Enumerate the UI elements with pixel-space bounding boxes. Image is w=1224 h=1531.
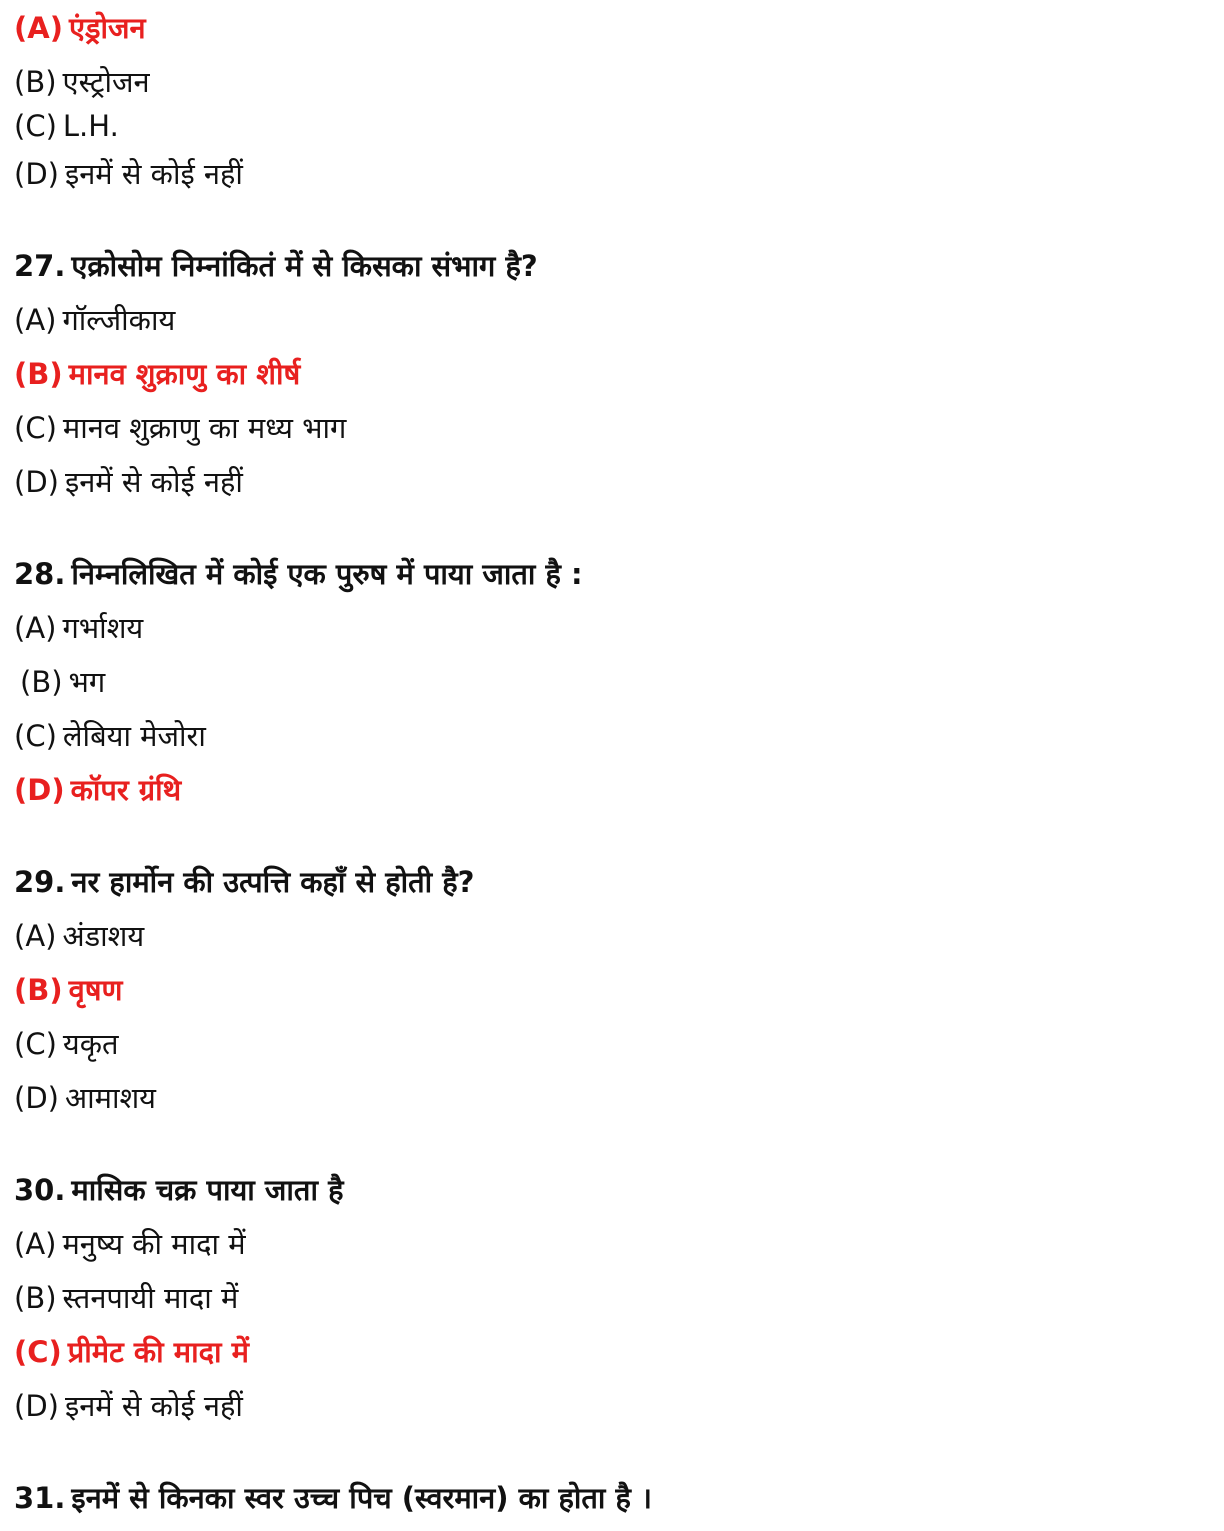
option-label: (C) xyxy=(14,109,57,143)
option-text: कॉपर ग्रंथि xyxy=(70,773,182,807)
option-28-b xyxy=(20,662,105,702)
option-text: मानव शुक्राणु का मध्य भाग xyxy=(62,411,347,445)
option-text: अंडाशय xyxy=(62,919,145,953)
option-label: (C) xyxy=(14,719,57,753)
option-label: (B) xyxy=(14,1281,57,1315)
option-26-b xyxy=(14,62,150,102)
option-label: (A) xyxy=(14,303,57,337)
question-29 xyxy=(14,862,474,902)
option-29-a xyxy=(14,916,144,956)
question-number: 30. xyxy=(14,1173,66,1207)
option-label: (D) xyxy=(14,1081,59,1115)
option-label: (C) xyxy=(14,1027,57,1061)
option-text: गॉल्जीकाय xyxy=(62,303,176,337)
option-text: मानव शुक्राणु का शीर्ष xyxy=(68,357,301,391)
question-text: नर हार्मोन की उत्पत्ति कहाँ से होती है? xyxy=(71,865,475,899)
question-number: 28. xyxy=(14,557,66,591)
option-text: स्तनपायी मादा में xyxy=(62,1281,239,1315)
option-text: यकृत xyxy=(62,1027,119,1061)
option-26-d xyxy=(14,154,243,194)
option-27-c xyxy=(14,408,346,448)
question-number: 31. xyxy=(14,1481,66,1515)
option-text: L.H. xyxy=(62,109,119,143)
option-30-d xyxy=(14,1386,243,1426)
option-label: (D) xyxy=(14,465,59,499)
option-text: एस्ट्रोजन xyxy=(62,65,150,99)
option-28-a xyxy=(14,608,143,648)
question-number: 29. xyxy=(14,865,66,899)
question-27 xyxy=(14,246,538,286)
option-text: इनमें से कोई नहीं xyxy=(64,157,243,191)
question-text: निम्नलिखित में कोई एक पुरुष में पाया जाता है : xyxy=(71,557,583,591)
option-label: (A) xyxy=(14,11,63,45)
option-27-a xyxy=(14,300,175,340)
option-text: भग xyxy=(68,665,106,699)
question-30 xyxy=(14,1170,343,1210)
option-label: (C) xyxy=(14,411,57,445)
question-text: इनमें से किनका स्वर उच्च पिच (स्वरमान) का होता है । xyxy=(71,1481,653,1515)
option-27-b xyxy=(14,354,300,394)
option-label: (D) xyxy=(14,773,65,807)
question-number: 27. xyxy=(14,249,66,283)
option-label: (A) xyxy=(14,919,57,953)
question-28 xyxy=(14,554,583,594)
question-text: मासिक चक्र पाया जाता है xyxy=(71,1173,344,1207)
option-26-a xyxy=(14,8,146,48)
option-26-c xyxy=(14,106,119,146)
option-29-b xyxy=(14,970,122,1010)
option-text: लेबिया मेजोरा xyxy=(62,719,206,753)
option-label: (D) xyxy=(14,157,59,191)
question-text: एक्रोसोम निम्नांकितं में से किसका संभाग है? xyxy=(71,249,538,283)
option-label: (A) xyxy=(14,611,57,645)
option-label: (B) xyxy=(14,973,63,1007)
option-text: मनुष्य की मादा में xyxy=(62,1227,246,1261)
option-text: इनमें से कोई नहीं xyxy=(64,465,243,499)
option-text: गर्भाशय xyxy=(62,611,144,645)
option-28-c xyxy=(14,716,206,756)
option-29-d xyxy=(14,1078,156,1118)
option-text: आमाशय xyxy=(64,1081,156,1115)
option-30-c xyxy=(14,1332,249,1372)
option-label: (B) xyxy=(14,65,57,99)
option-30-a xyxy=(14,1224,246,1264)
option-label: (B) xyxy=(14,357,63,391)
option-label: (A) xyxy=(14,1227,57,1261)
option-text: प्रीमेट की मादा में xyxy=(67,1335,249,1369)
option-28-d xyxy=(14,770,181,810)
option-text: एंड्रोजन xyxy=(68,11,146,45)
option-text: इनमें से कोई नहीं xyxy=(64,1389,243,1423)
option-30-b xyxy=(14,1278,238,1318)
option-27-d xyxy=(14,462,243,502)
option-label: (C) xyxy=(14,1335,62,1369)
option-label: (D) xyxy=(14,1389,59,1423)
option-label: (B) xyxy=(20,665,63,699)
option-text: वृषण xyxy=(68,973,123,1007)
question-31 xyxy=(14,1478,652,1518)
option-29-c xyxy=(14,1024,119,1064)
